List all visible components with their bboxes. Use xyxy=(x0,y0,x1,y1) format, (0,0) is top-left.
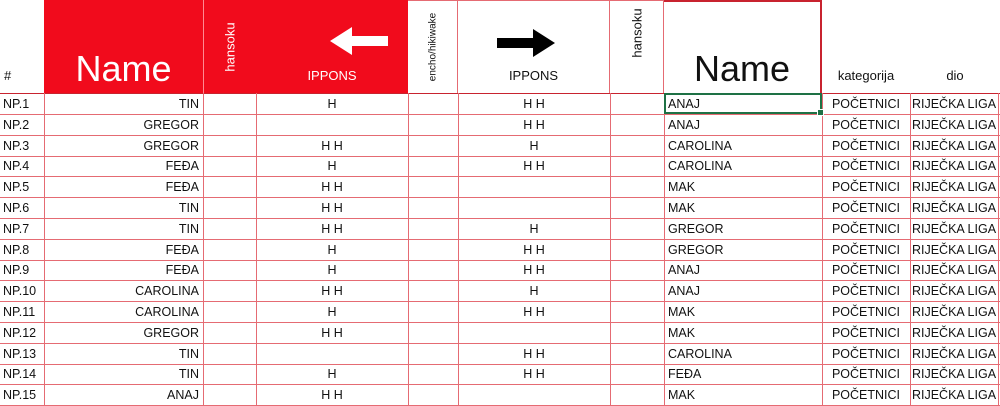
table-row xyxy=(0,385,1000,406)
ippons-right-cell[interactable]: H xyxy=(529,284,539,299)
name-right-cell[interactable]: FEĐA xyxy=(668,367,702,382)
kategorija-cell[interactable]: POČETNICI xyxy=(831,388,901,403)
hansoku-left-cell[interactable] xyxy=(203,156,256,177)
header-name-right-cell[interactable] xyxy=(664,0,822,93)
ippons-right-cell[interactable] xyxy=(458,385,610,406)
ippons-left-cell[interactable]: H H xyxy=(321,325,343,340)
ippons-left-cell[interactable] xyxy=(256,344,408,365)
hansoku-right-cell[interactable] xyxy=(610,281,664,302)
kategorija-cell[interactable]: POČETNICI xyxy=(831,97,901,111)
row-number-cell[interactable]: NP.10 xyxy=(3,284,37,299)
name-left-cell[interactable]: FEĐA xyxy=(165,263,199,278)
table-row xyxy=(0,364,1000,385)
name-left-cell[interactable]: CAROLINA xyxy=(135,305,199,319)
hansoku-left-cell[interactable] xyxy=(203,323,256,344)
encho-cell[interactable] xyxy=(408,302,458,323)
encho-cell[interactable] xyxy=(408,260,458,281)
dio-cell[interactable]: RIJEČKA LIGA xyxy=(911,180,997,195)
table-row xyxy=(0,281,1000,302)
table-row xyxy=(0,136,1000,157)
header-hansoku-right-cell[interactable] xyxy=(610,0,664,93)
header-ippons-left-cell[interactable] xyxy=(256,0,408,93)
hansoku-left-cell[interactable] xyxy=(203,302,256,323)
row-number-cell[interactable]: NP.5 xyxy=(3,180,30,195)
kategorija-cell[interactable]: POČETNICI xyxy=(831,305,901,319)
hansoku-left-cell[interactable] xyxy=(203,115,256,136)
row-number-cell[interactable]: NP.7 xyxy=(3,221,30,236)
header-hash: # xyxy=(4,68,12,83)
kategorija-cell[interactable]: POČETNICI xyxy=(831,325,901,340)
header-dio: dio xyxy=(946,68,964,83)
encho-cell[interactable] xyxy=(408,281,458,302)
kategorija-cell[interactable]: POČETNICI xyxy=(831,201,901,215)
row-number-cell[interactable]: NP.15 xyxy=(3,388,37,403)
name-left-cell[interactable]: FEĐA xyxy=(165,159,199,174)
arrow-right-icon xyxy=(495,29,555,57)
dio-cell[interactable]: RIJEČKA LIGA xyxy=(911,325,997,340)
table-row xyxy=(0,198,1000,219)
name-left-cell[interactable]: GREGOR xyxy=(143,117,199,132)
encho-cell[interactable] xyxy=(408,344,458,365)
hansoku-left-cell[interactable] xyxy=(203,385,256,406)
table-row xyxy=(0,302,1000,323)
table-row xyxy=(0,219,1000,240)
name-right-cell[interactable]: MAK xyxy=(668,388,696,403)
encho-cell[interactable] xyxy=(408,177,458,198)
name-right-cell[interactable]: GREGOR xyxy=(668,242,724,257)
dio-cell[interactable]: RIJEČKA LIGA xyxy=(911,138,997,153)
encho-cell[interactable] xyxy=(408,323,458,344)
name-right-cell[interactable]: ANAJ xyxy=(668,284,700,299)
selected-cell[interactable] xyxy=(664,93,822,114)
table-row xyxy=(0,323,1000,344)
name-left-cell[interactable]: TIN xyxy=(178,201,199,215)
ippons-right-cell[interactable] xyxy=(458,198,610,219)
dio-cell[interactable]: RIJEČKA LIGA xyxy=(911,367,997,382)
encho-cell[interactable] xyxy=(408,219,458,240)
header-ippons-right-cell[interactable] xyxy=(458,0,610,93)
row-number-cell[interactable]: NP.8 xyxy=(3,242,30,257)
hansoku-left-cell[interactable] xyxy=(203,281,256,302)
name-left-cell[interactable]: ANAJ xyxy=(167,388,199,403)
ippons-left-cell[interactable]: H H xyxy=(321,138,343,153)
header-name-right: Name xyxy=(693,48,791,89)
kategorija-cell[interactable]: POČETNICI xyxy=(831,346,901,361)
row-number-cell[interactable]: NP.4 xyxy=(3,159,30,174)
arrow-left-icon xyxy=(330,27,390,55)
hansoku-left-cell[interactable] xyxy=(203,260,256,281)
dio-cell[interactable]: RIJEČKA LIGA xyxy=(911,159,997,174)
table-row xyxy=(0,260,1000,281)
ippons-right-cell[interactable]: H xyxy=(529,138,539,153)
header-name-left: Name xyxy=(75,48,172,89)
hansoku-right-cell[interactable] xyxy=(610,260,664,281)
ippons-right-cell[interactable]: H H xyxy=(523,159,545,174)
header-encho-cell[interactable] xyxy=(408,0,458,93)
dio-cell[interactable]: RIJEČKA LIGA xyxy=(911,305,997,319)
name-left-cell[interactable]: TIN xyxy=(178,367,199,382)
ippons-left-cell[interactable]: H H xyxy=(321,388,343,403)
kategorija-cell[interactable]: POČETNICI xyxy=(831,117,901,132)
hansoku-right-cell[interactable] xyxy=(610,198,664,219)
kategorija-cell[interactable]: POČETNICI xyxy=(831,180,901,195)
row-number-cell[interactable]: NP.11 xyxy=(3,305,36,319)
hansoku-right-cell[interactable] xyxy=(610,219,664,240)
ippons-right-cell[interactable]: H H xyxy=(523,263,545,278)
name-right-cell[interactable]: MAK xyxy=(668,325,696,340)
name-left-cell[interactable]: FEĐA xyxy=(165,242,199,257)
ippons-left-cell[interactable]: H xyxy=(327,263,337,278)
kategorija-cell[interactable]: POČETNICI xyxy=(831,242,901,257)
name-right-cell[interactable]: MAK xyxy=(668,180,696,195)
row-number-cell[interactable]: NP.3 xyxy=(3,138,30,153)
hansoku-left-cell[interactable] xyxy=(203,198,256,219)
dio-cell[interactable]: RIJEČKA LIGA xyxy=(911,97,997,111)
ippons-right-cell[interactable]: H H xyxy=(523,117,545,132)
name-left-cell[interactable]: CAROLINA xyxy=(135,284,199,299)
encho-cell[interactable] xyxy=(408,115,458,136)
hansoku-right-cell[interactable] xyxy=(610,385,664,406)
kategorija-cell[interactable]: POČETNICI xyxy=(831,367,901,382)
hansoku-left-cell[interactable] xyxy=(203,344,256,365)
ippons-right-cell[interactable]: H H xyxy=(523,346,545,361)
kategorija-cell[interactable]: POČETNICI xyxy=(831,221,901,236)
hansoku-left-cell[interactable] xyxy=(203,136,256,157)
hansoku-right-cell[interactable] xyxy=(610,177,664,198)
row-number-cell[interactable]: NP.12 xyxy=(3,325,37,340)
ippons-right-cell[interactable] xyxy=(458,323,610,344)
dio-cell[interactable]: RIJEČKA LIGA xyxy=(911,201,997,215)
table-row xyxy=(0,240,1000,261)
header-encho: encho/hikiwake xyxy=(427,12,438,82)
header-kategorija: kategorija xyxy=(837,68,895,83)
name-right-cell[interactable]: MAK xyxy=(668,305,696,319)
kategorija-cell[interactable]: POČETNICI xyxy=(831,284,901,299)
name-left-cell[interactable]: FEĐA xyxy=(165,180,199,195)
name-left-cell[interactable]: GREGOR xyxy=(143,138,199,153)
name-left-cell[interactable]: TIN xyxy=(178,221,199,236)
name-left-cell[interactable]: GREGOR xyxy=(143,325,199,340)
hansoku-left-cell[interactable] xyxy=(203,177,256,198)
row-number-cell[interactable]: NP.6 xyxy=(3,201,30,215)
hansoku-right-cell[interactable] xyxy=(610,302,664,323)
ippons-left-cell[interactable]: H xyxy=(327,242,337,257)
hansoku-left-cell[interactable] xyxy=(203,219,256,240)
hansoku-left-cell[interactable] xyxy=(203,364,256,385)
ippons-left-cell[interactable]: H xyxy=(327,97,337,111)
header-name-left-cell[interactable] xyxy=(44,0,203,93)
hansoku-left-cell[interactable] xyxy=(203,240,256,261)
hansoku-right-cell[interactable] xyxy=(610,323,664,344)
name-left-cell[interactable]: TIN xyxy=(178,97,199,111)
encho-cell[interactable] xyxy=(408,136,458,157)
ippons-right-cell[interactable]: H H xyxy=(523,367,545,382)
row-number-cell[interactable]: NP.2 xyxy=(3,117,30,132)
table-row xyxy=(0,115,1000,136)
dio-cell[interactable]: RIJEČKA LIGA xyxy=(911,117,997,132)
name-right-cell[interactable]: ANAJ xyxy=(668,263,700,278)
table-row xyxy=(0,177,1000,198)
hansoku-right-cell[interactable] xyxy=(610,156,664,177)
dio-cell[interactable]: RIJEČKA LIGA xyxy=(911,221,997,236)
hansoku-right-cell[interactable] xyxy=(610,240,664,261)
header-hansoku-right: hansoku xyxy=(629,8,644,58)
ippons-left-cell[interactable]: H xyxy=(327,367,337,382)
name-right-cell[interactable]: ANAJ xyxy=(668,97,700,111)
fill-handle[interactable] xyxy=(817,109,824,116)
ippons-right-cell[interactable]: H xyxy=(529,221,539,236)
dio-cell[interactable]: RIJEČKA LIGA xyxy=(911,346,997,361)
name-right-cell[interactable]: GREGOR xyxy=(668,221,724,236)
row-number-cell[interactable]: NP.14 xyxy=(3,367,37,382)
ippons-left-cell[interactable]: H xyxy=(327,305,337,319)
table-row xyxy=(0,344,1000,365)
header-hansoku-left-cell[interactable] xyxy=(203,0,256,93)
kategorija-cell[interactable]: POČETNICI xyxy=(831,138,901,153)
row-number-cell[interactable]: NP.13 xyxy=(3,346,37,361)
header-dio-cell[interactable] xyxy=(910,0,1000,93)
header-hash-cell[interactable] xyxy=(0,0,44,93)
hansoku-right-cell[interactable] xyxy=(610,344,664,365)
hansoku-right-cell[interactable] xyxy=(610,94,664,115)
ippons-left-cell[interactable]: H xyxy=(327,159,337,174)
ippons-left-cell[interactable]: H H xyxy=(321,284,343,299)
encho-cell[interactable] xyxy=(408,156,458,177)
header-ippons-right: IPPONS xyxy=(508,68,559,83)
ippons-left-cell[interactable] xyxy=(256,115,408,136)
encho-cell[interactable] xyxy=(408,385,458,406)
encho-cell[interactable] xyxy=(408,94,458,115)
ippons-left-cell[interactable]: H H xyxy=(321,221,343,236)
encho-cell[interactable] xyxy=(408,198,458,219)
header-hansoku-left: hansoku xyxy=(222,21,238,72)
kategorija-cell[interactable]: POČETNICI xyxy=(831,159,901,174)
ippons-right-cell[interactable]: H H xyxy=(523,97,545,111)
table-row xyxy=(0,94,1000,115)
name-right-cell[interactable]: CAROLINA xyxy=(668,159,732,174)
dio-cell[interactable]: RIJEČKA LIGA xyxy=(911,388,997,403)
hansoku-right-cell[interactable] xyxy=(610,136,664,157)
dio-cell[interactable]: RIJEČKA LIGA xyxy=(911,242,997,257)
encho-cell[interactable] xyxy=(408,364,458,385)
row-number-cell[interactable]: NP.1 xyxy=(3,97,30,111)
dio-cell[interactable]: RIJEČKA LIGA xyxy=(911,263,997,278)
ippons-right-cell[interactable]: H H xyxy=(523,242,545,257)
dio-cell[interactable]: RIJEČKA LIGA xyxy=(911,284,997,299)
hansoku-right-cell[interactable] xyxy=(610,364,664,385)
row-number-cell[interactable]: NP.9 xyxy=(3,263,30,278)
encho-cell[interactable] xyxy=(408,240,458,261)
kategorija-cell[interactable]: POČETNICI xyxy=(831,263,901,278)
name-right-cell[interactable]: CAROLINA xyxy=(668,138,732,153)
table-row xyxy=(0,156,1000,177)
hansoku-left-cell[interactable] xyxy=(203,94,256,115)
ippons-left-cell[interactable]: H H xyxy=(321,180,343,195)
header-kategorija-cell[interactable] xyxy=(822,0,910,93)
header-ippons-left: IPPONS xyxy=(307,68,357,83)
ippons-left-cell[interactable]: H H xyxy=(321,201,343,215)
ippons-right-cell[interactable]: H H xyxy=(523,305,545,319)
hansoku-right-cell[interactable] xyxy=(610,115,664,136)
ippons-right-cell[interactable] xyxy=(458,177,610,198)
name-right-cell[interactable]: ANAJ xyxy=(668,117,700,132)
name-right-cell[interactable]: MAK xyxy=(668,201,696,215)
name-left-cell[interactable]: TIN xyxy=(178,346,199,361)
name-right-cell[interactable]: CAROLINA xyxy=(668,346,732,361)
